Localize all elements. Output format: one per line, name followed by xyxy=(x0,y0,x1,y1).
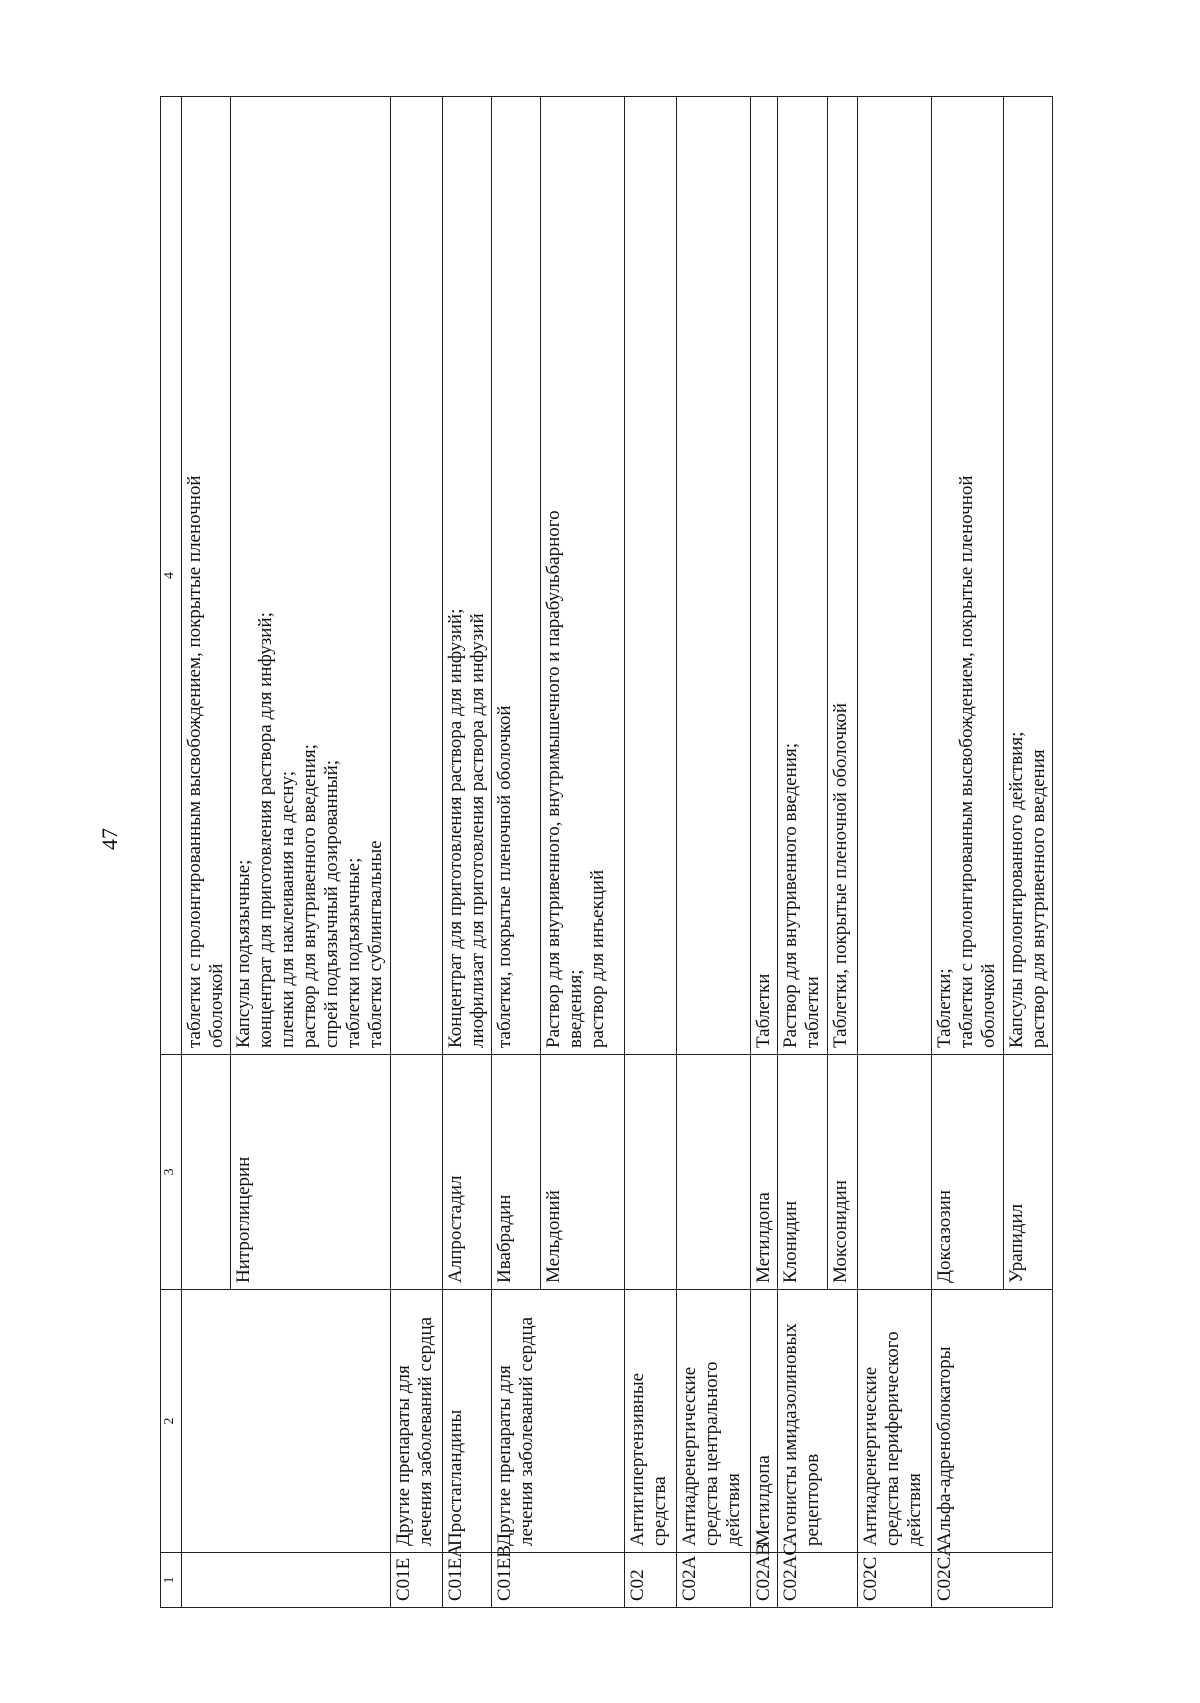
group-cell xyxy=(492,1290,541,1553)
table-row xyxy=(624,97,676,1608)
table-row xyxy=(391,97,443,1608)
form-line: Раствор для внутривенного введения; xyxy=(779,743,801,1048)
drug-name: Алпростадил xyxy=(445,1175,466,1283)
drug-cell xyxy=(676,1055,750,1290)
drug-cell xyxy=(931,1055,1003,1290)
group-cell xyxy=(231,1290,391,1553)
form-line: таблетки xyxy=(801,976,823,1048)
group-cell xyxy=(540,1290,624,1553)
forms-cell xyxy=(540,97,624,1055)
forms-cell xyxy=(182,97,231,1055)
form-line: оболочкой xyxy=(206,963,227,1048)
forms-cell xyxy=(750,97,777,1055)
table-row xyxy=(182,97,231,1608)
form-line: лиофилизат для приготовления раствора для инфузий xyxy=(467,613,488,1048)
form-line: раствор для внутривенного введения; xyxy=(299,744,320,1048)
group-line: лечения заболеваний сердца xyxy=(516,1316,537,1546)
header-cell: 4 xyxy=(161,97,182,1055)
code-cell: C02AC xyxy=(777,1553,827,1608)
form-line: введения; xyxy=(564,969,586,1048)
forms-cell xyxy=(231,97,391,1055)
table-row xyxy=(492,97,541,1608)
form-line: Концентрат для приготовления раствора для инфузий; xyxy=(445,608,466,1048)
drug-name: Моксонидин xyxy=(829,1180,851,1283)
forms-cell xyxy=(1003,97,1052,1055)
table-row xyxy=(443,97,492,1608)
code-cell: C01E xyxy=(391,1553,443,1608)
forms-cell xyxy=(827,97,857,1055)
group-cell xyxy=(182,1290,231,1553)
group-cell xyxy=(777,1290,827,1553)
drug-table xyxy=(160,96,1053,1608)
group-line: Другие препараты для xyxy=(494,1365,515,1546)
form-line: таблетки подъязычные; xyxy=(343,857,364,1048)
code-cell: C02AB xyxy=(750,1553,777,1608)
drug-name: Клонидин xyxy=(779,1201,801,1283)
drug-cell xyxy=(492,1055,541,1290)
group-cell xyxy=(827,1290,857,1553)
drug-cell xyxy=(777,1055,827,1290)
drug-name: Нитроглицерин xyxy=(233,1156,254,1283)
group-line: Метилдопа xyxy=(752,1455,774,1546)
code-cell xyxy=(1003,1553,1052,1608)
drug-name: Доксазозин xyxy=(933,1189,955,1283)
form-line: оболочкой xyxy=(977,963,999,1048)
form-line: таблетки с пролонгированным высвобождением, покрытые пленочной xyxy=(955,475,977,1048)
group-cell xyxy=(931,1290,1003,1553)
code-cell: C01EA xyxy=(443,1553,492,1608)
table-row xyxy=(231,97,391,1608)
group-line: средства xyxy=(648,1476,670,1546)
forms-cell xyxy=(931,97,1003,1055)
drug-cell xyxy=(750,1055,777,1290)
group-cell xyxy=(391,1290,443,1553)
rotated-table-container xyxy=(160,97,1162,1608)
form-line: пленки для наклеивания на десну; xyxy=(277,771,298,1048)
group-cell xyxy=(624,1290,676,1553)
group-line: Антиадренергические xyxy=(678,1366,700,1546)
group-line: Другие препараты для xyxy=(393,1365,414,1546)
header-cell: 3 xyxy=(161,1055,182,1290)
code-cell xyxy=(540,1553,624,1608)
group-cell xyxy=(857,1290,931,1553)
drug-name: Метилдопа xyxy=(752,1192,774,1283)
forms-cell xyxy=(676,97,750,1055)
table-row xyxy=(931,97,1003,1608)
code-cell xyxy=(182,1553,231,1608)
group-line: Альфа-адреноблокаторы xyxy=(933,1346,955,1546)
form-line: таблетки сублингвальные xyxy=(365,840,386,1048)
drug-cell xyxy=(540,1055,624,1290)
drug-cell xyxy=(182,1055,231,1290)
table-row xyxy=(1003,97,1052,1608)
code-cell: C02 xyxy=(624,1553,676,1608)
group-cell xyxy=(443,1290,492,1553)
code-cell: C02CA xyxy=(931,1553,1003,1608)
drug-name: Мельдоний xyxy=(542,1190,564,1283)
group-cell xyxy=(676,1290,750,1553)
form-line: Капсулы пролонгированного действия; xyxy=(1005,731,1027,1048)
drug-cell xyxy=(857,1055,931,1290)
group-line: рецепторов xyxy=(801,1453,823,1546)
code-cell: C01EB xyxy=(492,1553,541,1608)
table-row xyxy=(540,97,624,1608)
form-line: Капсулы подъязычные; xyxy=(233,859,254,1048)
form-line: раствор для инъекций xyxy=(586,869,608,1048)
group-line: средства периферического xyxy=(881,1331,903,1546)
group-line: Агонисты имидазолиновых xyxy=(779,1323,801,1546)
table-row xyxy=(676,97,750,1608)
drug-cell xyxy=(443,1055,492,1290)
forms-cell xyxy=(624,97,676,1055)
form-line: Раствор для внутривенного, внутримышечного и парабульбарного xyxy=(542,510,564,1048)
drug-cell xyxy=(624,1055,676,1290)
form-line: спрей подъязычный дозированный; xyxy=(321,759,342,1048)
code-cell: C02C xyxy=(857,1553,931,1608)
code-cell xyxy=(231,1553,391,1608)
header-cell: 1 xyxy=(161,1553,182,1608)
code-cell xyxy=(827,1553,857,1608)
group-line: лечения заболеваний сердца xyxy=(415,1316,436,1546)
table-row xyxy=(857,97,931,1608)
drug-cell xyxy=(391,1055,443,1290)
forms-cell xyxy=(777,97,827,1055)
page-number: 47 xyxy=(97,828,122,850)
form-line: раствор для внутривенного введения xyxy=(1027,749,1049,1048)
drug-name: Ивабрадин xyxy=(494,1194,515,1283)
table-row xyxy=(750,97,777,1608)
forms-cell xyxy=(857,97,931,1055)
form-line: концентрат для приготовления раствора для инфузий; xyxy=(255,612,276,1048)
forms-cell xyxy=(492,97,541,1055)
group-line: действия xyxy=(722,1473,744,1546)
group-line: Простагландины xyxy=(445,1409,466,1546)
group-line: средства центрального xyxy=(700,1361,722,1546)
table-row xyxy=(777,97,827,1608)
form-line: Таблетки xyxy=(752,973,774,1048)
forms-cell xyxy=(391,97,443,1055)
group-line: Антигипертензивные xyxy=(626,1372,648,1546)
drug-cell xyxy=(1003,1055,1052,1290)
code-cell: C02A xyxy=(676,1553,750,1608)
table-row xyxy=(827,97,857,1608)
group-cell xyxy=(1003,1290,1052,1553)
forms-cell xyxy=(443,97,492,1055)
group-cell xyxy=(750,1290,777,1553)
header-row xyxy=(161,97,182,1608)
header-cell: 2 xyxy=(161,1290,182,1553)
form-line: Таблетки; xyxy=(933,968,955,1048)
group-line: Антиадренергические xyxy=(859,1366,881,1546)
drug-cell xyxy=(827,1055,857,1290)
group-line: действия xyxy=(903,1473,925,1546)
form-line: таблетки с пролонгированным высвобождением, покрытые пленочной xyxy=(184,475,205,1048)
drug-name: Урапидил xyxy=(1005,1203,1027,1283)
form-line: Таблетки, покрытые пленочной оболочкой xyxy=(829,702,851,1048)
drug-cell xyxy=(231,1055,391,1290)
form-line: таблетки, покрытые пленочной оболочкой xyxy=(494,705,515,1048)
